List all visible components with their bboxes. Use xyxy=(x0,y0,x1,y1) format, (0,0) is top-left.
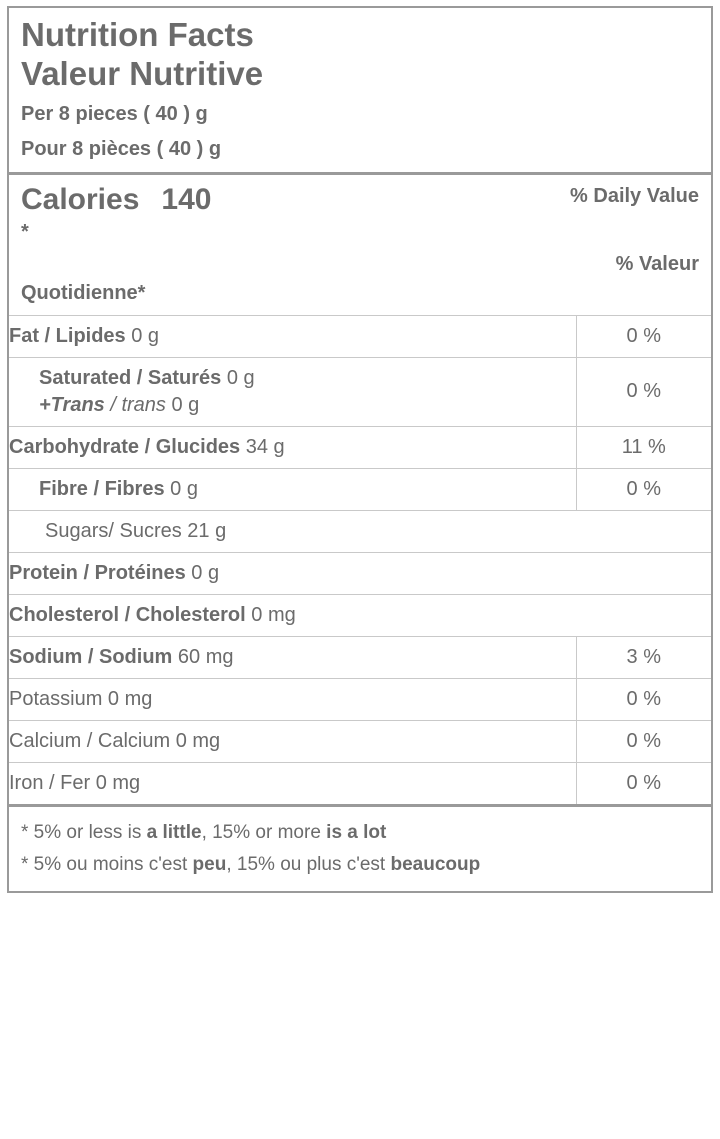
nutrient-amount: 0 mg xyxy=(245,603,296,626)
nutrient-name-bold: Carbohydrate / Glucides xyxy=(9,435,241,458)
footnote-english-part2: , 15% or more xyxy=(201,821,327,843)
nutrient-name xyxy=(9,720,576,762)
trans-amount: 0 g xyxy=(165,393,200,416)
nutrient-amount: Sugars/ Sucres 21 g xyxy=(45,519,227,542)
table-row xyxy=(9,678,711,720)
table-row xyxy=(9,636,711,678)
table-row xyxy=(9,468,711,510)
nutrient-percent: 0 % xyxy=(576,678,711,720)
nutrient-percent: 3 % xyxy=(576,636,711,678)
table-row xyxy=(9,357,711,426)
trans-fat-line xyxy=(39,390,576,417)
nutrient-name xyxy=(9,678,576,720)
daily-value-asterisk: * xyxy=(21,220,29,243)
nutrient-name xyxy=(9,762,576,804)
footnote-french-part2: , 15% ou plus c'est xyxy=(226,854,391,876)
daily-value-header-french-line1: % Valeur xyxy=(615,252,699,275)
nutrient-name-bold: Fat / Lipides xyxy=(9,324,126,347)
footnote-english-bold1: a little xyxy=(146,821,202,843)
title-english: Nutrition Facts xyxy=(21,16,254,53)
nutrient-table xyxy=(9,315,711,804)
footnote-english xyxy=(21,817,699,849)
serving-size-english: Per 8 pieces ( 40 ) g xyxy=(21,102,208,125)
table-row xyxy=(9,426,711,468)
nutrient-name xyxy=(9,636,576,678)
calories-label: Calories xyxy=(21,182,140,216)
nutrient-name-bold: Sodium / Sodium xyxy=(9,645,173,668)
nutrient-name-bold: Saturated / Saturés xyxy=(39,366,222,389)
footnote-french xyxy=(21,849,699,881)
footnote-french-part1: * 5% ou moins c'est xyxy=(21,854,193,876)
nutrient-percent: 0 % xyxy=(576,762,711,804)
table-row xyxy=(9,510,711,552)
nutrient-percent: 0 % xyxy=(576,357,711,426)
nutrient-name-bold: Protein / Protéines xyxy=(9,561,186,584)
nutrient-name-bold: Fibre / Fibres xyxy=(39,477,165,500)
nutrient-percent: 0 % xyxy=(576,315,711,357)
nutrient-name xyxy=(9,315,576,357)
nutrient-name xyxy=(9,510,711,552)
nutrient-name xyxy=(9,468,576,510)
footnote-english-bold2: is a lot xyxy=(326,821,387,843)
calories-value: 140 xyxy=(161,182,212,216)
nutrient-amount: 0 g xyxy=(185,561,220,584)
nutrient-amount: 60 mg xyxy=(172,645,234,668)
daily-value-header-french-line2: Quotidienne* xyxy=(21,281,146,304)
trans-label-bold: +Trans xyxy=(39,393,105,416)
footnotes xyxy=(9,804,711,892)
daily-value-header-english: % Daily Value xyxy=(570,184,699,207)
table-row xyxy=(9,762,711,804)
serving-size-french: Pour 8 pièces ( 40 ) g xyxy=(21,137,222,160)
nutrient-amount: Calcium / Calcium 0 mg xyxy=(9,729,221,752)
nutrient-percent: 0 % xyxy=(576,720,711,762)
trans-label-italic: / trans xyxy=(104,393,166,416)
calories-block xyxy=(9,175,711,315)
nutrient-amount: Potassium 0 mg xyxy=(9,687,153,710)
nutrient-name xyxy=(9,426,576,468)
table-row xyxy=(9,594,711,636)
label-header xyxy=(9,8,711,172)
nutrient-name xyxy=(9,594,711,636)
nutrient-amount: 0 g xyxy=(125,324,160,347)
title-french: Valeur Nutritive xyxy=(21,54,264,92)
footnote-english-part1: * 5% or less is xyxy=(21,821,147,843)
nutrient-name xyxy=(9,357,576,426)
nutrient-amount: 0 g xyxy=(164,477,198,500)
table-row xyxy=(9,315,711,357)
footnote-french-bold1: peu xyxy=(192,854,227,876)
nutrient-amount: Iron / Fer 0 mg xyxy=(9,771,141,794)
nutrient-name xyxy=(9,552,711,594)
table-row xyxy=(9,552,711,594)
nutrient-amount: 34 g xyxy=(240,435,285,458)
nutrition-facts-panel xyxy=(7,6,713,893)
nutrient-percent: 0 % xyxy=(576,468,711,510)
nutrient-name-bold: Cholesterol / Cholesterol xyxy=(9,603,246,626)
footnote-french-bold2: beaucoup xyxy=(390,854,481,876)
nutrient-amount: 0 g xyxy=(221,366,255,389)
table-row xyxy=(9,720,711,762)
nutrient-percent: 11 % xyxy=(576,426,711,468)
